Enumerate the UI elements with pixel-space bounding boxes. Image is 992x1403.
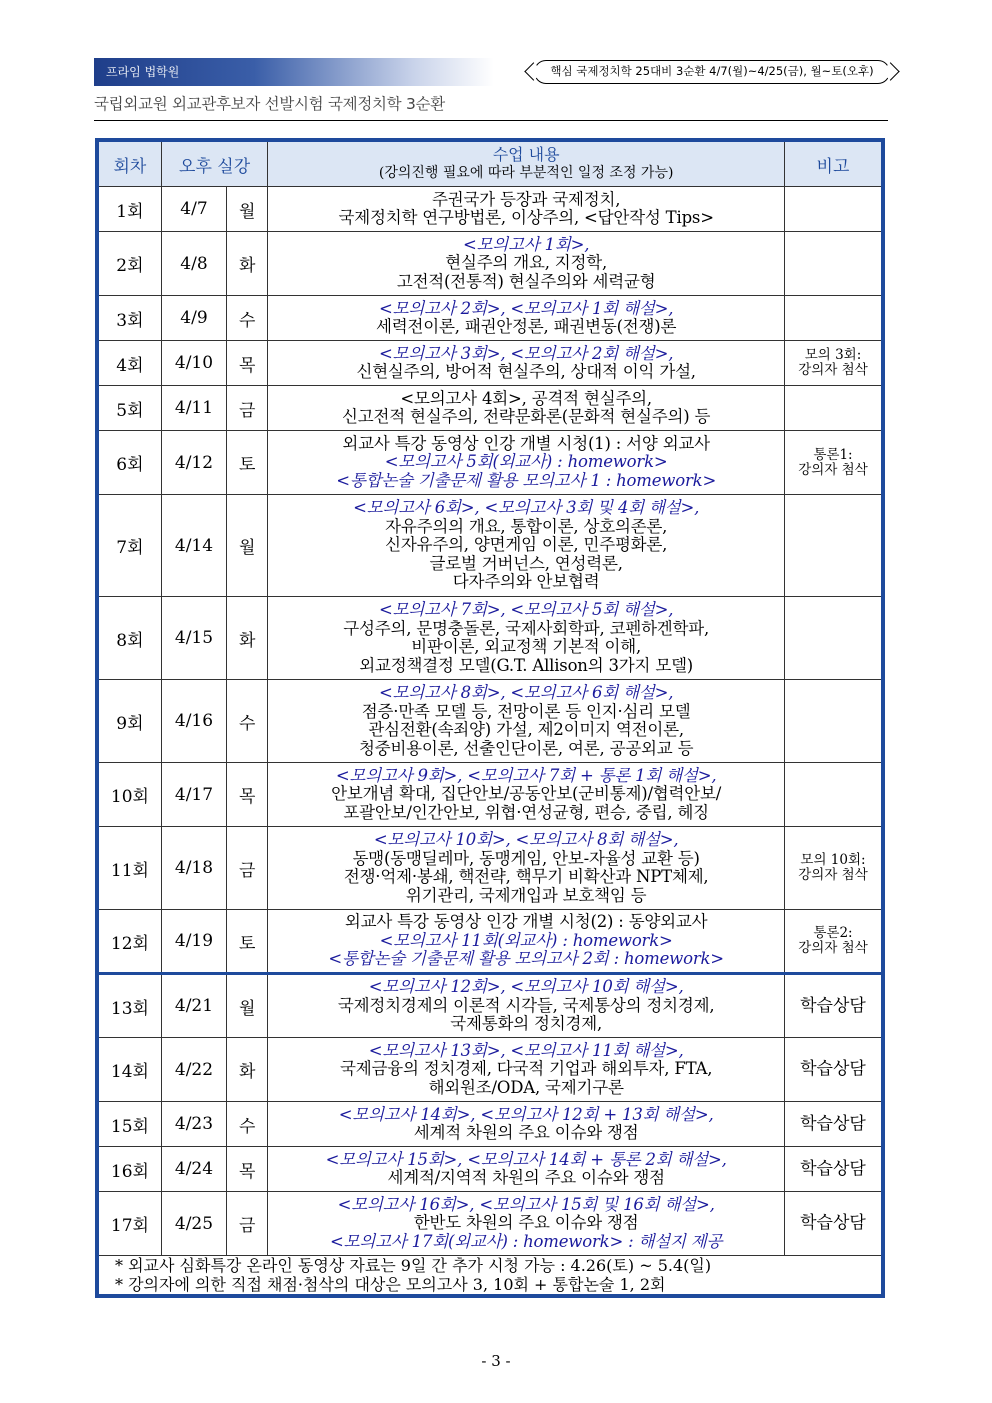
content-line: <모의고사 12회>, <모의고사 10회 해설>, xyxy=(368,977,684,997)
content-line: 다자주의와 안보협력 xyxy=(452,572,600,592)
content-line: 현실주의 개요, 지정학, xyxy=(445,253,608,273)
footnote: * 외교사 심화특강 온라인 동영상 자료는 9일 간 추가 시청 가능 : 4.26(토) ~ 5.4(일) xyxy=(115,1256,712,1275)
session-date: 4/9 xyxy=(161,296,226,341)
content-line: <모의고사 15회>, <모의고사 14회 + 통론 2회 해설>, xyxy=(325,1149,727,1169)
header-content-sub: (강의진행 필요에 따라 부분적인 일정 조정 가능) xyxy=(378,165,674,181)
note-line: 학습상담 xyxy=(800,1113,866,1134)
content-line: <모의고사 10회>, <모의고사 8회 해설>, xyxy=(373,830,679,849)
session-note xyxy=(784,763,883,827)
session-content xyxy=(268,680,785,763)
session-number: 3회 xyxy=(97,296,161,341)
session-date: 4/14 xyxy=(161,495,226,597)
content-line: 비판이론, 외교정책 기본적 이해, xyxy=(411,637,642,656)
session-weekday: 토 xyxy=(227,910,268,974)
session-number: 10회 xyxy=(97,763,161,827)
session-content xyxy=(268,1147,785,1192)
session-date: 4/25 xyxy=(161,1192,226,1256)
session-date: 4/17 xyxy=(161,763,226,827)
note-line: 강의자 첨삭 xyxy=(798,362,868,378)
footnotes xyxy=(97,1256,883,1297)
course-tag: 핵심 국제정치학 25대비 3순환 4/7(월)~4/25(금), 월~토(오후) xyxy=(534,60,890,84)
session-date: 4/19 xyxy=(161,910,226,974)
session-weekday: 수 xyxy=(227,296,268,341)
session-content xyxy=(268,974,785,1038)
session-number: 5회 xyxy=(97,386,161,431)
content-line: <모의고사 17회(외교사) : homework> : 해설지 제공 xyxy=(330,1231,723,1251)
content-line: <모의고사 5회(외교사) : homework> xyxy=(384,452,668,472)
session-date: 4/21 xyxy=(161,974,226,1038)
footnote-row xyxy=(97,1256,883,1297)
table-row xyxy=(97,296,883,341)
content-line: <모의고사 1회>, xyxy=(462,234,590,254)
content-line: 청중비용이론, 선출인단이론, 여론, 공공외교 등 xyxy=(358,738,694,758)
session-number: 1회 xyxy=(97,187,161,232)
session-date: 4/23 xyxy=(161,1102,226,1147)
content-line: <모의고사 4회>, 공격적 현실주의, xyxy=(400,388,652,408)
session-number: 15회 xyxy=(97,1102,161,1147)
session-note xyxy=(784,341,883,386)
session-note xyxy=(784,495,883,597)
header-content xyxy=(268,140,785,187)
table-row xyxy=(97,910,883,974)
header-note: 비고 xyxy=(784,140,883,187)
table-row xyxy=(97,827,883,910)
header-time: 오후 실강 xyxy=(161,140,268,187)
content-line: 글로벌 거버넌스, 연성력론, xyxy=(429,553,623,573)
content-line: 국제통화의 정치경제, xyxy=(450,1014,603,1034)
session-note xyxy=(784,680,883,763)
session-date: 4/11 xyxy=(161,386,226,431)
session-note xyxy=(784,187,883,232)
session-note xyxy=(784,232,883,296)
content-line: 신자유주의, 양면게임 이론, 민주평화론, xyxy=(385,535,668,555)
session-number: 13회 xyxy=(97,974,161,1038)
content-line: <모의고사 8회>, <모의고사 6회 해설>, xyxy=(379,683,674,702)
session-note xyxy=(784,910,883,974)
content-line: <모의고사 6회>, <모의고사 3회 및 4회 해설>, xyxy=(353,498,700,518)
session-date: 4/22 xyxy=(161,1038,226,1102)
table-row xyxy=(97,1102,883,1147)
session-content xyxy=(268,495,785,597)
session-content xyxy=(268,763,785,827)
content-line: 세계적 차원의 주요 이슈와 쟁점 xyxy=(413,1123,639,1142)
table-row xyxy=(97,680,883,763)
session-date: 4/8 xyxy=(161,232,226,296)
content-line: 동맹(동맹딜레마, 동맹게임, 안보-자율성 교환 등) xyxy=(352,848,700,868)
session-content xyxy=(268,341,785,386)
session-weekday: 토 xyxy=(227,431,268,495)
table-row xyxy=(97,1147,883,1192)
session-number: 17회 xyxy=(97,1192,161,1256)
note-line: 강의자 첨삭 xyxy=(798,461,868,478)
content-line: 해외원조/ODA, 국제기구론 xyxy=(428,1077,624,1097)
content-line: 국제금융의 정치경제, 다국적 기업과 해외투자, FTA, xyxy=(340,1059,713,1079)
session-number: 4회 xyxy=(97,341,161,386)
content-line: <모의고사 16회>, <모의고사 15회 및 16회 해설>, xyxy=(337,1194,715,1214)
session-weekday: 화 xyxy=(227,232,268,296)
content-line: <모의고사 9회>, <모의고사 7회 + 통론 1회 해설>, xyxy=(335,765,717,785)
session-content xyxy=(268,187,785,232)
note-line: 강의자 첨삭 xyxy=(798,867,868,883)
page-number: - 3 - xyxy=(481,1352,511,1370)
content-line: <통합논술 기출문제 활용 모의고사 2회 : homework> xyxy=(328,949,724,969)
table-row xyxy=(97,495,883,597)
note-line: 모의 3회: xyxy=(804,347,862,363)
session-note xyxy=(784,597,883,680)
content-line: 외교사 특강 동영상 인강 개별 시청(2) : 동양외교사 xyxy=(344,912,708,932)
session-note xyxy=(784,1147,883,1192)
header-content-main: 수업 내용 xyxy=(492,145,560,164)
content-line: 신고전적 현실주의, 전략문화론(문화적 현실주의) 등 xyxy=(342,407,711,426)
session-weekday: 금 xyxy=(227,386,268,431)
session-number: 11회 xyxy=(97,827,161,910)
content-line: 포괄안보/인간안보, 위협·연성균형, 편승, 중립, 헤징 xyxy=(343,802,709,822)
session-note xyxy=(784,827,883,910)
brand-banner xyxy=(94,58,494,86)
session-number: 16회 xyxy=(97,1147,161,1192)
session-content xyxy=(268,1192,785,1256)
session-weekday: 목 xyxy=(227,341,268,386)
table-row xyxy=(97,1192,883,1256)
note-line: 학습상담 xyxy=(800,1158,866,1179)
content-line: <모의고사 7회>, <모의고사 5회 해설>, xyxy=(379,600,674,619)
table-row xyxy=(97,763,883,827)
table-row xyxy=(97,597,883,680)
table-row xyxy=(97,341,883,386)
session-content xyxy=(268,1038,785,1102)
session-content xyxy=(268,910,785,974)
content-line: 외교사 특강 동영상 인강 개별 시청(1) : 서양 외교사 xyxy=(342,433,710,453)
content-line: <모의고사 2회>, <모의고사 1회 해설>, xyxy=(379,298,674,318)
note-line: 통론1: xyxy=(813,446,853,463)
session-date: 4/16 xyxy=(161,680,226,763)
content-line: 안보개념 확대, 집단안보/공동안보(군비통제)/협력안보/ xyxy=(331,784,722,804)
session-date: 4/7 xyxy=(161,187,226,232)
session-weekday: 수 xyxy=(227,1102,268,1147)
session-note xyxy=(784,386,883,431)
content-line: 관심전환(속죄양) 가설, 제2이미지 역전이론, xyxy=(368,720,684,739)
session-number: 7회 xyxy=(97,495,161,597)
session-number: 2회 xyxy=(97,232,161,296)
content-line: 전쟁·억제·봉쇄, 핵전략, 핵무기 비확산과 NPT체제, xyxy=(343,867,709,886)
session-note xyxy=(784,1038,883,1102)
content-line: <모의고사 3회>, <모의고사 2회 해설>, xyxy=(379,343,674,363)
content-line: 국제정치학 연구방법론, 이상주의, <답안작성 Tips> xyxy=(338,208,714,227)
session-note xyxy=(784,296,883,341)
session-content xyxy=(268,597,785,680)
session-number: 8회 xyxy=(97,597,161,680)
session-content xyxy=(268,296,785,341)
content-line: <모의고사 14회>, <모의고사 12회 + 13회 해설>, xyxy=(338,1104,714,1124)
content-line: 신현실주의, 방어적 현실주의, 상대적 이익 가설, xyxy=(356,362,696,381)
note-line: 강의자 첨삭 xyxy=(798,940,868,956)
session-number: 14회 xyxy=(97,1038,161,1102)
session-number: 9회 xyxy=(97,680,161,763)
content-line: 세계적/지역적 차원의 주요 이슈와 쟁점 xyxy=(387,1168,665,1187)
document-title: 국립외교원 외교관후보자 선발시험 국제정치학 3순환 xyxy=(94,95,445,113)
content-line: 주권국가 등장과 국제정치, xyxy=(432,189,621,209)
session-weekday: 화 xyxy=(227,1038,268,1102)
session-weekday: 월 xyxy=(227,187,268,232)
schedule-table xyxy=(95,138,885,1298)
session-weekday: 월 xyxy=(227,495,268,597)
session-content xyxy=(268,827,785,910)
note-line: 모의 10회: xyxy=(800,852,866,868)
content-line: 세력전이론, 패권안정론, 패권변동(전쟁)론 xyxy=(376,317,677,336)
session-date: 4/15 xyxy=(161,597,226,680)
session-content xyxy=(268,431,785,495)
content-line: <모의고사 13회>, <모의고사 11회 해설>, xyxy=(368,1040,684,1060)
session-weekday: 월 xyxy=(227,974,268,1038)
content-line: 자유주의의 개요, 통합이론, 상호의존론, xyxy=(385,516,668,536)
session-weekday: 금 xyxy=(227,1192,268,1256)
session-content xyxy=(268,1102,785,1147)
session-number: 6회 xyxy=(97,431,161,495)
session-note xyxy=(784,974,883,1038)
content-line: 국제정치경제의 이론적 시각들, 국제통상의 정치경제, xyxy=(337,995,715,1015)
session-weekday: 화 xyxy=(227,597,268,680)
footnote: * 강의자에 의한 직접 채점·첨삭의 대상은 모의고사 3, 10회 + 통합논술 1, 2회 xyxy=(115,1275,666,1294)
note-line: 학습상담 xyxy=(800,995,866,1016)
table-row xyxy=(97,232,883,296)
session-note xyxy=(784,1192,883,1256)
session-weekday: 금 xyxy=(227,827,268,910)
session-content xyxy=(268,386,785,431)
session-note xyxy=(784,431,883,495)
content-line: 구성주의, 문명충돌론, 국제사회학파, 코펜하겐학파, xyxy=(343,618,710,638)
session-weekday: 목 xyxy=(227,763,268,827)
table-row xyxy=(97,386,883,431)
table-row xyxy=(97,187,883,232)
session-note xyxy=(784,1102,883,1147)
session-number: 12회 xyxy=(97,910,161,974)
table-row xyxy=(97,974,883,1038)
table-header-row xyxy=(97,140,883,187)
session-content xyxy=(268,232,785,296)
table-row xyxy=(97,1038,883,1102)
content-line: <통합논술 기출문제 활용 모의고사 1 : homework> xyxy=(336,470,717,490)
content-line: 점증·만족 모델 등, 전망이론 등 인지·심리 모델 xyxy=(361,701,691,721)
content-line: 위기관리, 국제개입과 보호책임 등 xyxy=(405,885,647,905)
note-line: 학습상담 xyxy=(800,1213,866,1233)
session-date: 4/24 xyxy=(161,1147,226,1192)
note-line: 통론2: xyxy=(813,925,853,941)
content-line: 한반도 차원의 주요 이슈와 쟁점 xyxy=(413,1213,639,1233)
session-date: 4/12 xyxy=(161,431,226,495)
content-line: 외교정책결정 모델(G.T. Allison의 3가지 모델) xyxy=(359,655,694,675)
table-row xyxy=(97,431,883,495)
header-session: 회차 xyxy=(97,140,161,187)
note-line: 학습상담 xyxy=(800,1059,866,1079)
content-line: 고전적(전통적) 현실주의와 세력균형 xyxy=(396,271,656,291)
session-weekday: 수 xyxy=(227,680,268,763)
session-date: 4/18 xyxy=(161,827,226,910)
content-line: <모의고사 11회(외교사) : homework> xyxy=(379,930,673,950)
title-divider xyxy=(94,120,888,121)
session-weekday: 목 xyxy=(227,1147,268,1192)
session-date: 4/10 xyxy=(161,341,226,386)
brand-label: 프라임 법학원 xyxy=(106,65,180,79)
schedule-body xyxy=(97,187,883,1256)
